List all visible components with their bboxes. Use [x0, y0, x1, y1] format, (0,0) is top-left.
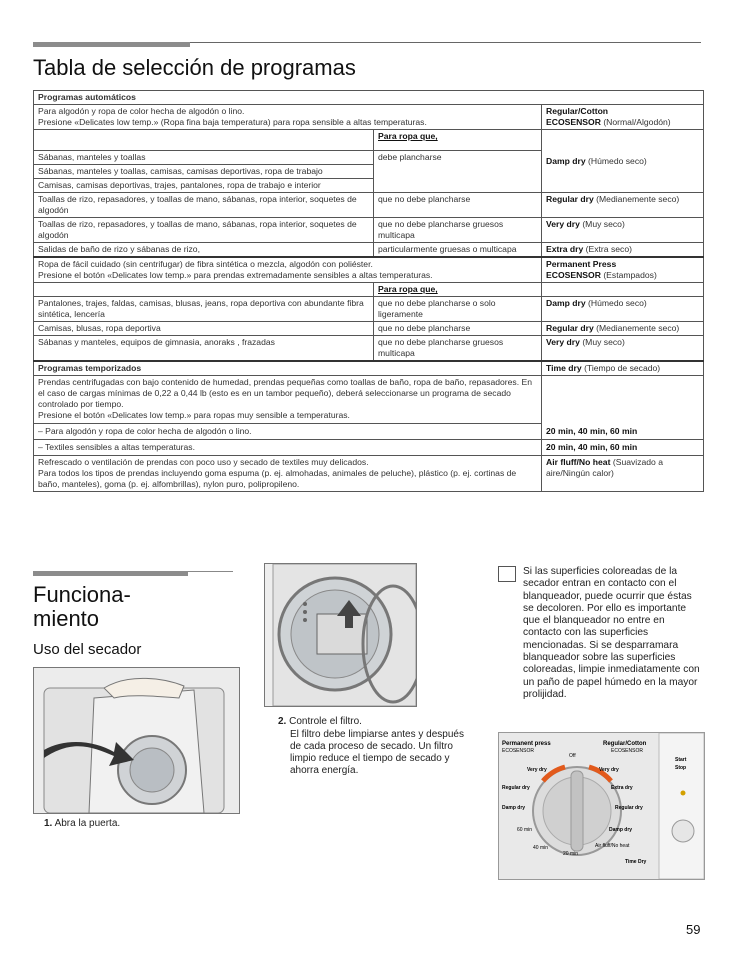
table-cell: debe plancharse: [374, 151, 542, 193]
dial-label: Regular dry: [615, 805, 643, 811]
table-cell: Regular dry (Medianemente seco): [542, 322, 704, 336]
section-accent-bar: [33, 571, 188, 576]
table-cell: Camisas, blusas, ropa deportiva: [34, 322, 374, 336]
timed-programs-header: Programas temporizados: [34, 361, 542, 376]
table-cell: que no debe plancharse: [374, 193, 542, 218]
table-cell: Toallas de rizo, repasadores, y toallas de mano, sábanas, ropa interior, soquetes de algodón: [34, 218, 374, 243]
dial-label: Off: [569, 753, 576, 759]
table-cell: Pantalones, trajes, faldas, camisas, blusas, jeans, ropa deportiva con abundante fibra sintética, lencería: [34, 297, 374, 322]
para-ropa-header: Para ropa que,: [374, 283, 542, 297]
dial-label: ECOSENSOR: [611, 748, 643, 754]
filter-illustration: [264, 563, 417, 707]
air-fluff-desc: Refrescado o ventilación de prendas con poco uso y secado de textiles muy delicados. Para todos los tipos de prendas incluyendo goma espuma (p. ej. almohadas, animales de peluche), plástico (p. ej. cortinas de baño, manteles), goma (p. ej. alfombrillas), nylon puro, polipropileno.: [34, 456, 542, 492]
dial-label: Extra dry: [611, 785, 633, 791]
subheading: Uso del secador: [33, 641, 142, 658]
table-cell: [34, 130, 374, 151]
table-cell: Damp dry (Húmedo seco): [542, 297, 704, 322]
control-dial-drawing: [499, 733, 704, 879]
table-cell: que no debe plancharse gruesos multicapa: [374, 218, 542, 243]
start-stop-button-icon: [672, 820, 694, 842]
step-2: 2. Controle el filtro. El filtro debe limpiarse antes y después de cada proceso de secado. Un filtro limpio reduce el tiempo de secado y ahorra energía.: [278, 716, 468, 777]
dial-label: 40 min: [533, 845, 549, 851]
perm-desc: Ropa de fácil cuidado (sin centrifugar) de fibra sintética o mezcla, algodón con poliéster. Presione el botón «Delicates low temp.» para prendas extremadamente sensibles a altas temperaturas.: [34, 257, 542, 283]
dial-label: Regular dry: [502, 785, 530, 791]
table-cell: Sábanas, manteles y toallas: [34, 151, 374, 165]
para-ropa-header: Para ropa que,: [374, 130, 542, 151]
auto-programs-header: Programas automáticos: [34, 91, 704, 105]
air-fluff-cell: Air fluff/No heat (Suavizado a aire/Ningún calor): [542, 456, 704, 492]
filter-drawing: [265, 564, 416, 706]
dial-label: Very dry: [599, 767, 619, 773]
step-1: 1. Abra la puerta.: [44, 818, 121, 829]
page-title: Tabla de selección de programas: [33, 55, 356, 80]
top-accent-bar: [33, 42, 190, 47]
dial-label: ECOSENSOR: [502, 748, 534, 754]
table-cell: Toallas de rizo, repasadores, y toallas de mano, sábanas, ropa interior, soquetes de algodón: [34, 193, 374, 218]
table-cell: que no debe plancharse: [374, 322, 542, 336]
page-number: 59: [686, 922, 701, 937]
table-cell: Camisas, camisas deportivas, trajes, pantalones, ropa de trabajo e interior: [34, 179, 374, 193]
timed-desc: Prendas centrifugadas con bajo contenido de humedad, prendas pequeñas como toallas de baño, ropa de baño, repasadores. En el caso de cargas mínimas de 0,22 a 0,44 lb (esto es en un tambor pequeño), deberá seleccionarse un programa de secado controlado por tiempo. Presione el botón «Delicates low temp.» para ropas muy sensible a temperaturas. – Para algodón y ropa de color hecha de algodón o lino. – Textiles sensibles a altas temperaturas.: [34, 376, 542, 456]
dial-label: 60 min: [517, 827, 533, 833]
perm-program: Permanent Press ECOSENSOR (Estampados): [542, 257, 704, 283]
open-door-drawing: [34, 668, 239, 813]
cotton-program: Regular/Cotton ECOSENSOR (Normal/Algodón): [542, 105, 704, 130]
step-2-body: El filtro debe limpiarse antes y después de cada proceso de secado. Un filtro limpio reduce el tiempo de secado y ahorra energía.: [290, 729, 464, 776]
timed-option-2: – Textiles sensibles a altas temperaturas.: [34, 439, 541, 455]
table-cell: Salidas de baño de rizo y sábanas de rizo,: [34, 243, 374, 258]
table-cell: Sábanas y manteles, equipos de gimnasia, anoraks , frazadas: [34, 336, 374, 362]
table-cell: Very dry (Muy seco): [542, 218, 704, 243]
table-cell: particularmente gruesas o multicapa: [374, 243, 542, 258]
dial-label: Time Dry: [625, 859, 647, 865]
timed-option-1: – Para algodón y ropa de color hecha de algodón o lino.: [34, 423, 541, 439]
dial-label: Very dry: [527, 767, 547, 773]
bleach-note: Si las superficies coloreadas de la secador entran en contacto con el blanqueador, puede ocurrir que éstas se decoloren. Por ello es importante que el blanqueador no entre en contacto con las superficies mencionadas. Si se desparramara blanqueador sobre las superficies coloreadas, limpie inmediatamente con un paño de papel húmedo en la mayor prolijidad.: [523, 566, 700, 700]
section-heading: Funciona- miento: [33, 582, 131, 631]
start-indicator-icon: [681, 791, 686, 796]
timed-values: 20 min, 40 min, 60 min 20 min, 40 min, 60 min: [542, 376, 704, 456]
dial-label: Permanent press: [502, 741, 551, 747]
time-dry-cell: Time dry (Tiempo de secado): [542, 361, 704, 376]
table-cell: Very dry (Muy seco): [542, 336, 704, 362]
table-cell: Sábanas, manteles y toallas, camisas, camisas deportivas, ropa de trabajo: [34, 165, 374, 179]
damp-dry-cell: Damp dry (Húmedo seco): [542, 130, 704, 193]
open-door-illustration: [33, 667, 240, 814]
table-cell: que no debe plancharse gruesos multicapa: [374, 336, 542, 362]
control-dial-illustration: [498, 732, 705, 880]
dial-label: Regular/Cotton: [603, 741, 647, 747]
table-cell: Regular dry (Medianemente seco): [542, 193, 704, 218]
dial-label: Start: [675, 757, 687, 763]
cotton-desc: Para algodón y ropa de color hecha de algodón o lino. Presione «Delicates low temp.» (Ropa fina baja temperatura) para ropa sensible a altas temperaturas.: [34, 105, 542, 130]
table-cell: [34, 283, 374, 297]
table-cell: que no debe plancharse o solo ligeramente: [374, 297, 542, 322]
dial-label: Air fluff/No heat: [595, 843, 630, 849]
dial-label: Damp dry: [609, 827, 633, 833]
table-cell: Extra dry (Extra seco): [542, 243, 704, 258]
dial-label: Stop: [675, 765, 687, 771]
program-table: [33, 90, 704, 492]
dial-label: Damp dry: [502, 805, 526, 811]
table-cell: [542, 283, 704, 297]
dial-label: 20 min: [563, 851, 579, 857]
note-icon: [498, 566, 516, 582]
